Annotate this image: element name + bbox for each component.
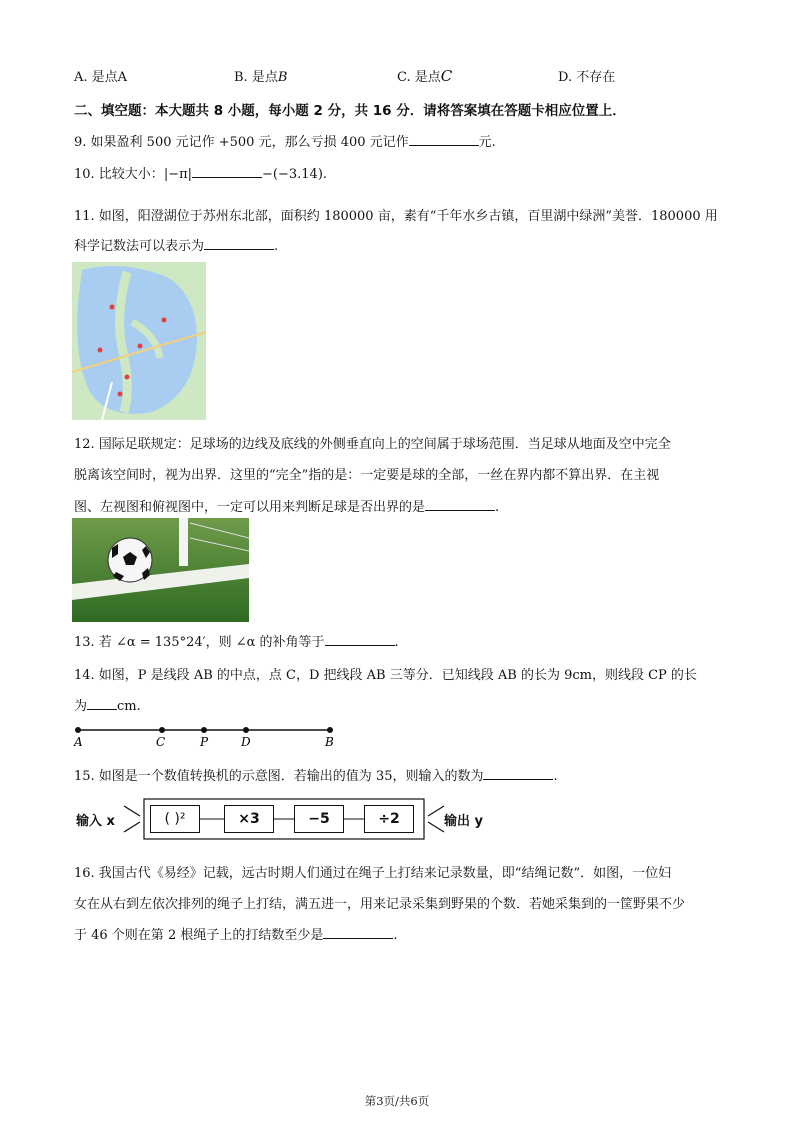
answer-blank[interactable] <box>192 164 262 178</box>
label-p: P <box>200 735 209 749</box>
answer-blank[interactable] <box>204 236 274 250</box>
answer-blank[interactable] <box>483 766 553 780</box>
question-14-line1: 14. 如图，P 是线段 AB 的中点，点 C，D 把线段 AB 三等分．已知线段 AB 的长为 9cm，则线段 CP 的长 <box>74 668 697 683</box>
conversion-machine-diagram <box>76 798 496 840</box>
question-9: 9. 如果盈利 500 元记作 +500 元，那么亏损 400 元记作 元. <box>74 131 496 150</box>
lake-map-image <box>72 262 206 420</box>
label-d: D <box>241 735 251 749</box>
option-a: A. 是点A <box>74 70 128 85</box>
question-10: 10. 比较大小：|−π| −(−3.14). <box>74 163 327 182</box>
step-minus-5: −5 <box>294 805 344 833</box>
answer-blank[interactable] <box>425 497 495 511</box>
option-b: B. 是点B <box>234 70 288 85</box>
page-footer: 第3页/共6页 <box>364 1094 430 1108</box>
point-d <box>243 727 249 733</box>
step-multiply-3: ×3 <box>224 805 274 833</box>
point-a <box>75 727 81 733</box>
point-p <box>201 727 207 733</box>
label-b: B <box>325 735 334 749</box>
segment-diagram <box>70 720 340 750</box>
question-11-line1: 11. 如图，阳澄湖位于苏州东北部，面积约 180000 亩，素有“千年水乡古镇，百里湖中绿洲”美誉．180000 用 <box>74 209 718 224</box>
question-16-line2: 女在从右到左依次排列的绳子上打结，满五进一，用来记录采集到野果的个数．若她采集到的一筐野果不少 <box>74 897 686 912</box>
point-b <box>327 727 333 733</box>
section-heading: 二、填空题：本大题共 8 小题，每小题 2 分，共 16 分．请将答案填在答题卡相应位置上． <box>74 103 626 119</box>
question-12-line2: 脱离该空间时，视为出界．这里的“完全”指的是：一定要是球的全部，一丝在界内都不算出界．在主视 <box>74 468 660 483</box>
input-label: 输入 x <box>76 814 115 829</box>
step-square: ( )² <box>150 805 200 833</box>
question-15: 15. 如图是一个数值转换机的示意图．若输出的值为 35，则输入的数为 . <box>74 765 558 784</box>
soccer-ball-photo <box>72 518 249 622</box>
answer-blank[interactable] <box>87 696 117 710</box>
question-16-line1: 16. 我国古代《易经》记载，远古时期人们通过在绳子上打结来记录数量，即“结绳记数”．如图，一位妇 <box>74 866 672 881</box>
step-divide-2: ÷2 <box>364 805 414 833</box>
question-12-line1: 12. 国际足联规定：足球场的边线及底线的外侧垂直向上的空间属于球场范围．当足球从地面及空中完全 <box>74 437 671 452</box>
label-c: C <box>156 735 166 749</box>
question-16-line3: 于 46 个则在第 2 根绳子上的打结数至少是 . <box>74 924 397 943</box>
question-12-line3: 图、左视图和俯视图中，一定可以用来判断足球是否出界的是 . <box>74 496 499 515</box>
answer-blank[interactable] <box>325 632 395 646</box>
point-c <box>159 727 165 733</box>
answer-blank[interactable] <box>409 132 479 146</box>
output-label: 输出 y <box>444 814 484 829</box>
question-13: 13. 若 ∠α = 135°24′，则 ∠α 的补角等于 . <box>74 631 399 650</box>
option-c: C. 是点C <box>397 67 453 85</box>
answer-blank[interactable] <box>323 925 393 939</box>
label-a: A <box>74 735 83 749</box>
question-14-line2: 为 cm. <box>74 695 141 714</box>
option-d: D. 不存在 <box>558 70 616 85</box>
question-11-line2: 科学记数法可以表示为 . <box>74 235 278 254</box>
